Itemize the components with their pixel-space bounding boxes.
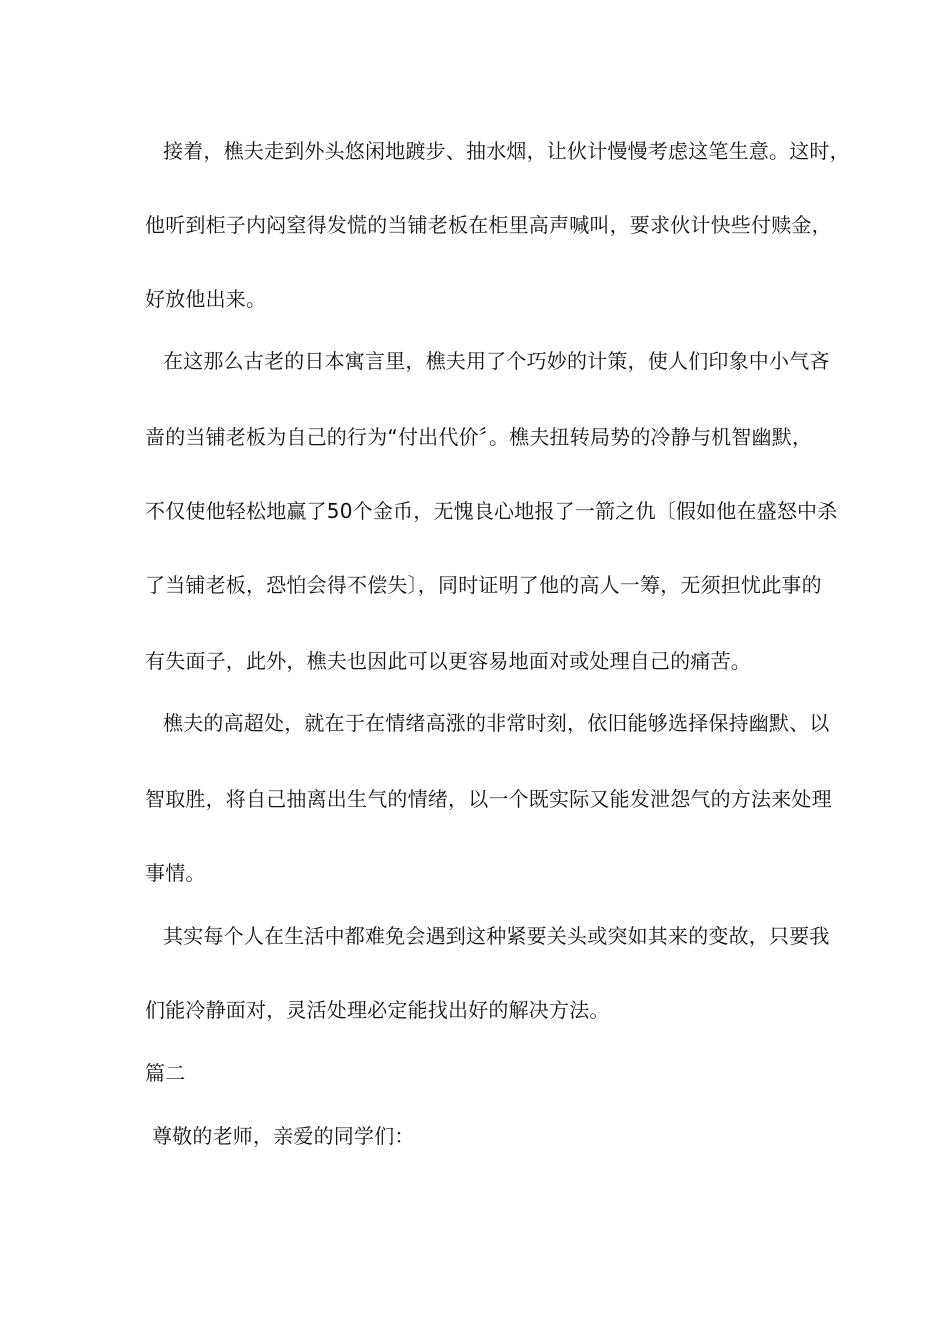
paragraph-line: 有失面子，此外，樵夫也因此可以更容易地面对或处理自己的痛苦。 [145, 649, 751, 673]
paragraph-line: 他听到柜子内闷窒得发慌的当铺老板在柜里高声喊叫，要求伙计快些付赎金， [145, 213, 832, 237]
paragraph-line: 了当铺老板，恐怕会得不偿失〕，同时证明了他的高人一筹，无须担忧此事的 [145, 573, 822, 597]
salutation-line: 尊敬的老师，亲爱的同学们： [152, 1124, 415, 1148]
paragraph-line: 们能冷静面对，灵活处理必定能找出好的解决方法。 [145, 998, 610, 1022]
paragraph-line: 在这那么古老的日本寓言里，樵夫用了个巧妙的计策，使人们印象中小气吝 [163, 349, 830, 373]
paragraph-line: 不仅使他轻松地赢了50个金币，无愧良心地报了一箭之仇〔假如他在盛怒中杀 [145, 499, 838, 523]
paragraph-line: 樵夫的高超处，就在于在情绪高涨的非常时刻，依旧能够选择保持幽默、以 [163, 711, 830, 735]
section-heading: 篇二 [145, 1061, 186, 1085]
paragraph-line: 接着，樵夫走到外头悠闲地踱步、抽水烟，让伙计慢慢考虑这笔生意。这时， [163, 139, 850, 163]
paragraph-line: 其实每个人在生活中都难免会遇到这种紧要关头或突如其来的变故，只要我 [163, 924, 830, 948]
paragraph-line: 啬的当铺老板为自己的行为“付出代价〞。樵夫扭转局势的冷静与机智幽默， [145, 425, 813, 449]
paragraph-line: 智取胜，将自己抽离出生气的情绪，以一个既实际又能发泄怨气的方法来处理 [145, 787, 832, 811]
paragraph-line: 事情。 [145, 861, 206, 885]
paragraph-line: 好放他出来。 [145, 287, 267, 311]
